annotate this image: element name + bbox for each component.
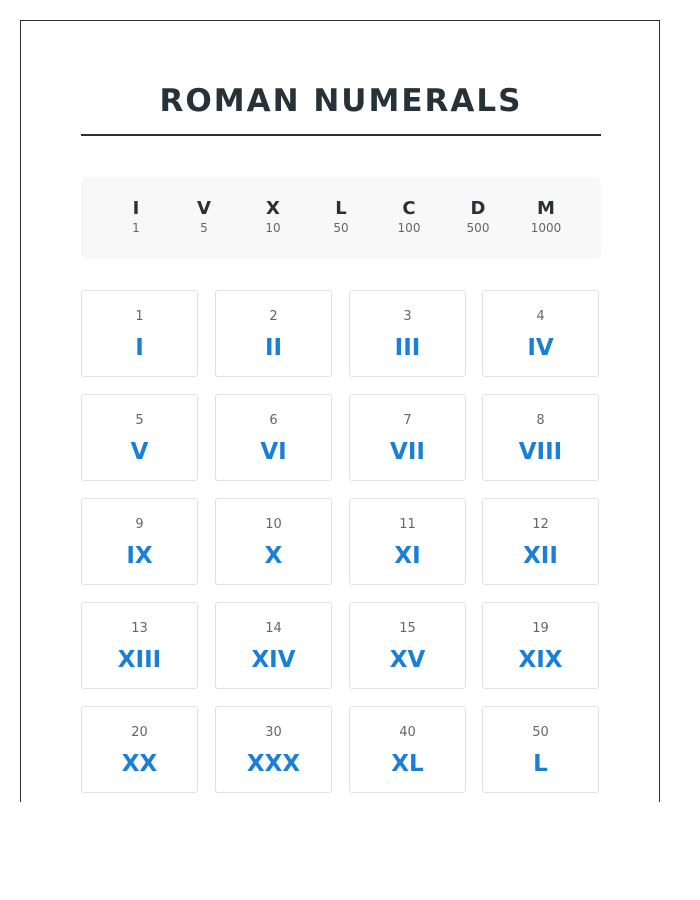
card-roman: VII — [390, 439, 425, 465]
numeral-card — [215, 394, 332, 481]
card-number: 6 — [269, 413, 278, 428]
card-roman: XI — [394, 543, 421, 569]
card-roman: V — [130, 439, 149, 465]
numeral-card — [81, 394, 198, 481]
numeral-card — [482, 602, 599, 689]
card-number: 15 — [399, 621, 416, 636]
legend-value: 100 — [397, 221, 421, 235]
numeral-card — [349, 290, 466, 377]
card-number: 40 — [399, 725, 416, 740]
card-number: 13 — [131, 621, 148, 636]
card-number: 9 — [135, 517, 144, 532]
numeral-card — [81, 290, 198, 377]
legend-value: 10 — [265, 221, 281, 235]
card-roman: VIII — [518, 439, 563, 465]
card-roman: IX — [126, 543, 153, 569]
legend-item — [106, 199, 166, 236]
legend-value: 1 — [132, 221, 140, 235]
numeral-card — [349, 602, 466, 689]
legend-symbol: I — [132, 198, 140, 219]
card-roman: XII — [523, 543, 558, 569]
numeral-card — [215, 290, 332, 377]
card-roman: II — [264, 335, 283, 361]
card-number: 14 — [265, 621, 282, 636]
card-roman: X — [264, 543, 283, 569]
card-number: 11 — [399, 517, 416, 532]
legend-item — [448, 199, 508, 236]
title-divider — [81, 134, 601, 136]
numeral-card — [81, 602, 198, 689]
card-roman: XXX — [246, 751, 301, 777]
legend-symbol: D — [470, 198, 486, 219]
card-number: 3 — [403, 309, 412, 324]
legend-symbol: X — [266, 198, 280, 219]
symbol-legend — [81, 177, 601, 259]
numeral-card — [349, 394, 466, 481]
numeral-card — [482, 394, 599, 481]
legend-value: 5 — [200, 221, 208, 235]
card-roman: III — [394, 335, 421, 361]
card-number: 10 — [265, 517, 282, 532]
page-title: ROMAN NUMERALS — [159, 83, 523, 119]
legend-symbol: L — [335, 198, 347, 219]
legend-symbol: M — [537, 198, 555, 219]
legend-value: 50 — [333, 221, 349, 235]
legend-item — [243, 199, 303, 236]
card-roman: VI — [260, 439, 287, 465]
numeral-card — [215, 602, 332, 689]
card-roman: IV — [527, 335, 554, 361]
card-number: 1 — [135, 309, 144, 324]
card-number: 2 — [269, 309, 278, 324]
card-roman: I — [135, 335, 144, 361]
card-number: 20 — [131, 725, 148, 740]
card-number: 12 — [532, 517, 549, 532]
legend-item — [379, 199, 439, 236]
legend-value: 1000 — [530, 221, 562, 235]
numeral-card — [349, 498, 466, 585]
card-number: 19 — [532, 621, 549, 636]
card-number: 50 — [532, 725, 549, 740]
numeral-card — [215, 498, 332, 585]
legend-item — [174, 199, 234, 236]
numeral-card — [81, 498, 198, 585]
legend-item — [516, 199, 576, 236]
card-roman: XIV — [251, 647, 296, 673]
numeral-card — [482, 498, 599, 585]
legend-symbol: V — [197, 198, 211, 219]
card-number: 7 — [403, 413, 412, 428]
numeral-card — [81, 706, 198, 793]
card-roman: XL — [391, 751, 424, 777]
numeral-card — [482, 290, 599, 377]
card-roman: XX — [121, 751, 158, 777]
numeral-card — [349, 706, 466, 793]
legend-symbol: C — [402, 198, 416, 219]
card-roman: XIX — [518, 647, 563, 673]
page-frame — [20, 20, 660, 802]
card-number: 5 — [135, 413, 144, 428]
card-roman: XV — [389, 647, 426, 673]
legend-value: 500 — [466, 221, 490, 235]
card-roman: XIII — [117, 647, 162, 673]
card-roman: L — [533, 751, 548, 777]
card-number: 8 — [536, 413, 545, 428]
legend-item — [311, 199, 371, 236]
numeral-card — [482, 706, 599, 793]
card-number: 30 — [265, 725, 282, 740]
card-number: 4 — [536, 309, 545, 324]
numeral-card — [215, 706, 332, 793]
